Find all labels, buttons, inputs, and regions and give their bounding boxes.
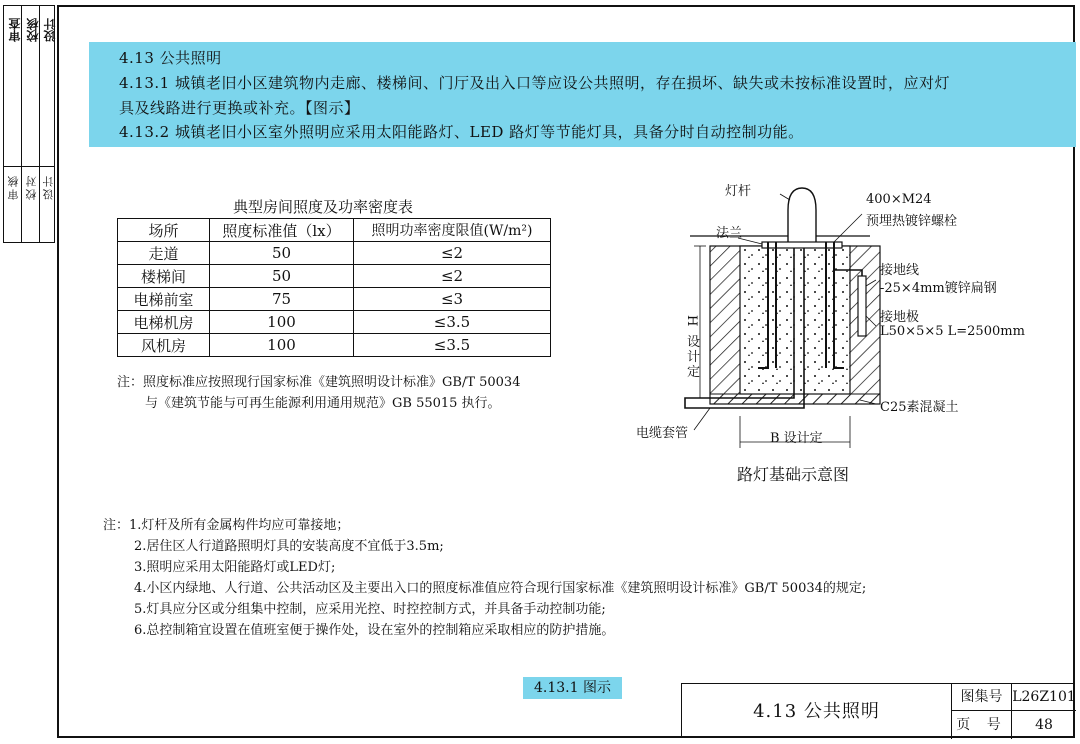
label-concrete: C25素混凝土 [880, 400, 959, 415]
table-row [118, 242, 551, 265]
table-note-line2: 与《建筑节能与可再生能源利用通用规范》GB 55015 执行。 [145, 396, 501, 411]
diagram-caption: 路灯基础示意图 [737, 465, 850, 484]
role-review: 审核 [7, 174, 20, 200]
cell-lux: 50 [210, 265, 354, 288]
label-ground-wire: 接地线 [880, 263, 920, 278]
title-block [681, 683, 1075, 738]
role-check: 校对 [25, 174, 38, 200]
page-number-value: 48 [1035, 717, 1053, 733]
title-block-title: 4.13 公共照明 [682, 684, 952, 739]
cell-lux: 50 [210, 242, 354, 265]
flange-plate [762, 242, 842, 248]
cell-density: ≤2 [354, 265, 551, 288]
label-flange: 法兰 [716, 226, 743, 241]
clause-4-13-1-line2: 具及线路进行更换或补充。【图示】 [119, 99, 360, 117]
leader-pole [780, 194, 790, 200]
label-ground-wire-spec: -25×4mm镀锌扁钢 [880, 281, 997, 296]
header-place: 场所 [118, 219, 210, 242]
note-4: 4.小区内绿地、人行道、公共活动区及主要出入口的照度标准值应符合现行国家标准《建筑照明设计标准》GB/T 50034的规定; [134, 581, 867, 596]
label-bolt-spec: 400×M24 [866, 192, 932, 207]
signature-check: 校核 [26, 18, 40, 42]
label-height: H 设计定 [684, 315, 699, 380]
label-bolt-desc: 预埋热镀锌螺栓 [866, 214, 958, 229]
header-illuminance: 照度标准值（lx） [210, 219, 354, 242]
leader-bolt [834, 214, 862, 242]
atlas-number-value: L26Z101 [1012, 684, 1076, 711]
note-6: 6.总控制箱宜设置在值班室便于操作处，设在室外的控制箱应采取相应的防护措施。 [134, 623, 615, 638]
page-number-label: 页 号 [952, 711, 1012, 739]
leader-conduit [694, 408, 710, 430]
signature-design: 设计 [43, 18, 57, 42]
note-1: 注：1.灯杆及所有金属构件均应可靠接地； [103, 518, 350, 533]
cell-place: 走道 [118, 242, 210, 265]
cell-place: 楼梯间 [118, 265, 210, 288]
general-notes [103, 515, 866, 641]
cell-place: 风机房 [118, 334, 210, 357]
cell-place: 电梯前室 [118, 288, 210, 311]
illuminance-table [117, 218, 551, 357]
table-note [117, 372, 520, 414]
clause-4-13-2: 4.13.2 城镇老旧小区室外照明应采用太阳能路灯、LED 路灯等节能灯具，具备分时自动控制功能。 [119, 123, 804, 141]
label-ground-plate-spec: L50×5×5 L=2500mm [880, 324, 1025, 339]
note-5: 5.灯具应分区或分组集中控制，应采用光控、时控控制方式，并具备手动控制功能; [134, 602, 606, 617]
section-heading: 4.13 公共照明 [119, 49, 222, 67]
table-row [118, 334, 551, 357]
cell-density: ≤3.5 [354, 311, 551, 334]
table-row [118, 288, 551, 311]
base-slab [710, 394, 880, 404]
note-2: 2.居住区人行道路照明灯具的安装高度不宜低于3.5m; [134, 539, 444, 554]
table-row [118, 311, 551, 334]
figure-caption: 4.13.1 图示 [523, 677, 622, 699]
label-conduit: 电缆套管 [636, 426, 689, 441]
ground-electrode [858, 276, 866, 336]
label-width: B 设计定 [770, 431, 823, 446]
cell-lux: 100 [210, 311, 354, 334]
atlas-number-label: 图集号 [952, 684, 1012, 711]
cell-lux: 75 [210, 288, 354, 311]
table-note-line1: 注：照度标准应按照现行国家标准《建筑照明设计标准》GB/T 50034 [117, 375, 521, 390]
note-3: 3.照明应采用太阳能路灯或LED灯; [134, 560, 336, 575]
signature-sidebar [3, 5, 55, 243]
cell-density: ≤2 [354, 242, 551, 265]
cell-density: ≤3 [354, 288, 551, 311]
table-row [118, 265, 551, 288]
label-pole: 灯杆 [725, 184, 752, 199]
header-power-density: 照明功率密度限值(W/m²) [354, 219, 551, 242]
signature-review: 审查 [8, 18, 22, 42]
label-ground-plate: 接地极 [880, 310, 920, 325]
clause-4-13-1-line1: 4.13.1 城镇老旧小区建筑物内走廊、楼梯间、门厅及出入口等应设公共照明，存在损坏、缺失或未按标准设置时，应对灯 [119, 74, 950, 92]
cell-lux: 100 [210, 334, 354, 357]
table-title: 典型房间照度及功率密度表 [233, 198, 414, 216]
cell-place: 电梯机房 [118, 311, 210, 334]
cell-density: ≤3.5 [354, 334, 551, 357]
role-design: 设计 [42, 174, 55, 200]
table-header-row [118, 219, 551, 242]
pole-shape [788, 188, 816, 246]
